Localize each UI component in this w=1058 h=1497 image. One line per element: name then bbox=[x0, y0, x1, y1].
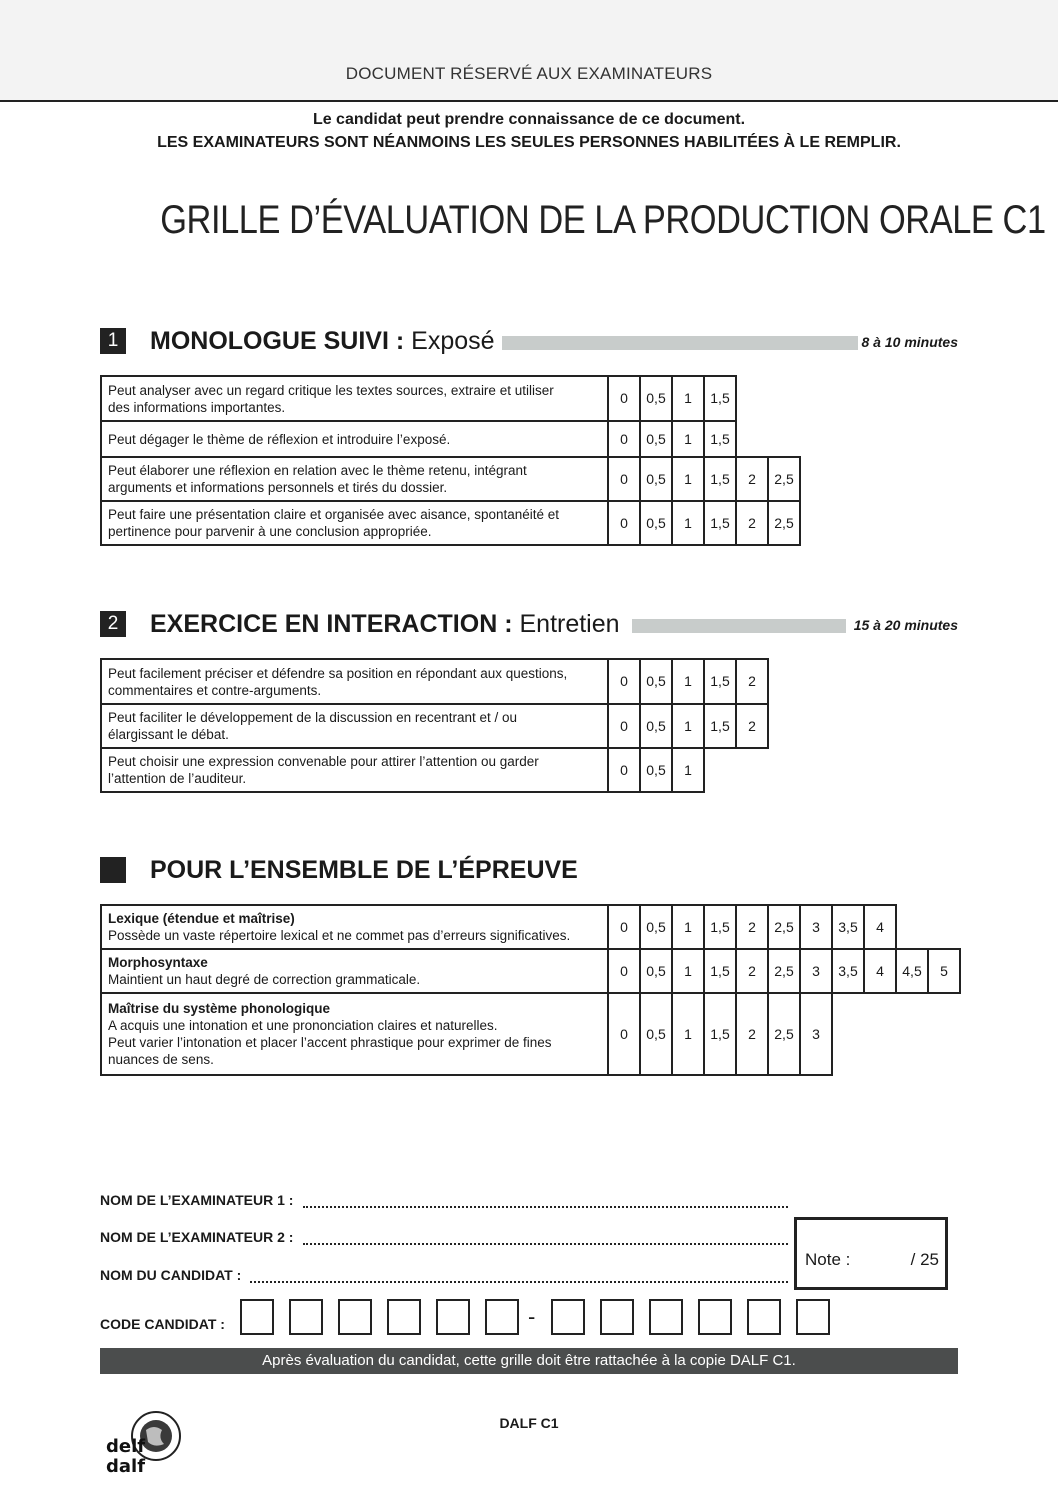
criterion-line: l’attention de l’auditeur. bbox=[108, 771, 247, 786]
score-option[interactable]: 1 bbox=[672, 748, 704, 792]
footer-label: DALF C1 bbox=[499, 1415, 559, 1431]
score-option[interactable]: 1 bbox=[672, 376, 704, 421]
score-option[interactable]: 0 bbox=[608, 704, 640, 748]
criterion-text bbox=[101, 993, 608, 1075]
examiner1-label: NOM DE L’EXAMINATEUR 1 : bbox=[100, 1192, 294, 1208]
criterion-line: Maintient un haut degré de correction grammaticale. bbox=[108, 972, 421, 987]
score-option[interactable]: 4 bbox=[864, 905, 896, 949]
code-digit-box[interactable] bbox=[747, 1299, 781, 1335]
score-option[interactable]: 1,5 bbox=[704, 501, 736, 545]
score-option[interactable]: 3,5 bbox=[832, 949, 864, 993]
score-option[interactable]: 0,5 bbox=[640, 905, 672, 949]
score-option[interactable]: 0,5 bbox=[640, 659, 672, 704]
score-option[interactable]: 1,5 bbox=[704, 905, 736, 949]
criterion-text bbox=[101, 376, 608, 421]
section-marker bbox=[100, 857, 126, 883]
criterion-row bbox=[101, 659, 768, 704]
score-option[interactable]: 1 bbox=[672, 659, 704, 704]
section-title-bold: MONOLOGUE SUIVI : bbox=[150, 327, 405, 355]
criterion-line: A acquis une intonation et une prononciation claires et naturelles. bbox=[108, 1018, 498, 1033]
criterion-row bbox=[101, 376, 800, 421]
section-duration: 8 à 10 minutes bbox=[861, 334, 958, 350]
score-option[interactable]: 0 bbox=[608, 993, 640, 1075]
criterion-row bbox=[101, 905, 960, 949]
score-option[interactable]: 1 bbox=[672, 993, 704, 1075]
score-option[interactable]: 0 bbox=[608, 748, 640, 792]
score-option[interactable]: 1,5 bbox=[704, 993, 736, 1075]
score-option[interactable]: 1 bbox=[672, 421, 704, 457]
score-option[interactable]: 1,5 bbox=[704, 421, 736, 457]
score-option[interactable]: 2,5 bbox=[768, 457, 800, 501]
criterion-line: Peut analyser avec un regard critique les textes sources, extraire et utiliser bbox=[108, 382, 554, 398]
code-label: CODE CANDIDAT : bbox=[100, 1316, 225, 1332]
section-overall bbox=[100, 855, 958, 885]
note-box[interactable] bbox=[794, 1217, 948, 1290]
notice-line-1: Le candidat peut prendre connaissance de ce document. bbox=[312, 111, 746, 128]
score-option[interactable]: 1,5 bbox=[704, 376, 736, 421]
score-option[interactable]: 1,5 bbox=[704, 457, 736, 501]
criterion-line: élargissant le débat. bbox=[108, 727, 229, 742]
score-option[interactable]: 0,5 bbox=[640, 993, 672, 1075]
criterion-line: des informations importantes. bbox=[108, 399, 286, 415]
section-interaction bbox=[100, 609, 958, 639]
criterion-text bbox=[101, 704, 608, 748]
criterion-text bbox=[101, 905, 608, 949]
criterion-line: Peut faire une présentation claire et organisée avec aisance, spontanéité et bbox=[108, 507, 560, 522]
criterion-line: Peut faciliter le développement de la discussion en recentrant et / ou bbox=[108, 710, 517, 725]
criterion-title: Lexique (étendue et maîtrise) bbox=[108, 911, 295, 926]
criterion-line: Peut élaborer une réflexion en relation avec le thème retenu, intégrant bbox=[108, 463, 527, 478]
code-separator: - bbox=[528, 1304, 536, 1329]
criteria-table-interaction bbox=[100, 658, 769, 793]
score-option[interactable]: 0 bbox=[608, 905, 640, 949]
score-option[interactable]: 2 bbox=[736, 704, 768, 748]
score-option[interactable]: 1,5 bbox=[704, 704, 736, 748]
score-option[interactable]: 5 bbox=[928, 949, 960, 993]
score-option[interactable]: 3 bbox=[800, 905, 832, 949]
score-option[interactable]: 0,5 bbox=[640, 501, 672, 545]
candidate-label: NOM DU CANDIDAT : bbox=[100, 1267, 242, 1283]
score-option[interactable]: 0 bbox=[608, 949, 640, 993]
criterion-row bbox=[101, 704, 768, 748]
reserved-label: DOCUMENT RÉSERVÉ AUX EXAMINATEURS bbox=[345, 64, 713, 83]
criterion-row bbox=[101, 993, 960, 1075]
criterion-row bbox=[101, 421, 800, 457]
score-option[interactable]: 1 bbox=[672, 501, 704, 545]
code-digit-box[interactable] bbox=[485, 1299, 519, 1335]
notice-line-2: LES EXAMINATEURS SONT NÉANMOINS LES SEULES PERSONNES HABILITÉES À LE REMPLIR. bbox=[157, 134, 901, 151]
section-title-light: Exposé bbox=[411, 327, 495, 355]
score-option[interactable]: 1 bbox=[672, 457, 704, 501]
section-title bbox=[150, 855, 578, 885]
criterion-text bbox=[101, 421, 608, 457]
code-digit-box[interactable] bbox=[698, 1299, 732, 1335]
score-option[interactable]: 0,5 bbox=[640, 376, 672, 421]
note-label: Note : bbox=[805, 1250, 851, 1269]
criterion-line: Peut facilement préciser et défendre sa position en répondant aux questions, bbox=[108, 665, 568, 681]
score-option[interactable]: 1 bbox=[672, 949, 704, 993]
criterion-text bbox=[101, 457, 608, 501]
code-digit-box[interactable] bbox=[551, 1299, 585, 1335]
code-digit-box[interactable] bbox=[796, 1299, 830, 1335]
criterion-line: nuances de sens. bbox=[108, 1052, 214, 1067]
score-option[interactable]: 0,5 bbox=[640, 421, 672, 457]
criterion-line: Peut choisir une expression convenable pour attirer l’attention ou garder bbox=[108, 754, 539, 769]
score-option[interactable]: 0 bbox=[608, 501, 640, 545]
criteria-table-monologue bbox=[100, 375, 801, 546]
criterion-title: Morphosyntaxe bbox=[108, 955, 208, 970]
section-divider-bar bbox=[502, 336, 858, 350]
criterion-line: Peut varier l’intonation et placer l’accent phrastique pour exprimer de fines bbox=[108, 1035, 552, 1050]
score-option[interactable]: 2 bbox=[736, 993, 768, 1075]
score-option[interactable]: 0,5 bbox=[640, 949, 672, 993]
score-option[interactable]: 1,5 bbox=[704, 659, 736, 704]
code-digit-box[interactable] bbox=[240, 1299, 274, 1335]
criterion-row bbox=[101, 949, 960, 993]
section-title bbox=[150, 326, 495, 356]
score-option[interactable]: 2,5 bbox=[768, 949, 800, 993]
section-number: 2 bbox=[100, 611, 126, 637]
section-title-bold: EXERCICE EN INTERACTION : bbox=[150, 610, 513, 638]
score-option[interactable]: 0 bbox=[608, 421, 640, 457]
candidate-line[interactable] bbox=[250, 1281, 788, 1283]
score-option[interactable]: 0,5 bbox=[640, 457, 672, 501]
score-option[interactable]: 3,5 bbox=[832, 905, 864, 949]
section-title-light: Entretien bbox=[519, 610, 620, 638]
section-divider-bar bbox=[632, 619, 846, 633]
examiner1-line[interactable] bbox=[303, 1206, 788, 1208]
examiner2-line[interactable] bbox=[303, 1243, 788, 1245]
section-duration: 15 à 20 minutes bbox=[853, 617, 958, 633]
score-option[interactable]: 1 bbox=[672, 905, 704, 949]
logo-text-dalf: dalf bbox=[106, 1456, 146, 1476]
section-monologue bbox=[100, 326, 958, 356]
score-option[interactable]: 1 bbox=[672, 704, 704, 748]
score-option[interactable]: 0,5 bbox=[640, 748, 672, 792]
criterion-text bbox=[101, 748, 608, 792]
score-option[interactable]: 2,5 bbox=[768, 905, 800, 949]
score-option[interactable]: 2,5 bbox=[768, 501, 800, 545]
code-digit-box[interactable] bbox=[649, 1299, 683, 1335]
code-digit-box[interactable] bbox=[289, 1299, 323, 1335]
criterion-title: Maîtrise du système phonologique bbox=[108, 1001, 331, 1016]
score-option[interactable]: 2 bbox=[736, 949, 768, 993]
section-title bbox=[150, 609, 620, 639]
criterion-row bbox=[101, 457, 800, 501]
score-option[interactable]: 3 bbox=[800, 993, 832, 1075]
code-digit-box[interactable] bbox=[387, 1299, 421, 1335]
code-digit-box[interactable] bbox=[600, 1299, 634, 1335]
score-option[interactable]: 0,5 bbox=[640, 704, 672, 748]
criteria-table-overall bbox=[100, 904, 961, 1076]
section-number: 1 bbox=[100, 328, 126, 354]
page-title: GRILLE D’ÉVALUATION DE LA PRODUCTION ORALE C1 bbox=[160, 198, 1046, 242]
criterion-line: Possède un vaste répertoire lexical et ne commet pas d’erreurs significatives. bbox=[108, 928, 571, 943]
code-digit-box[interactable] bbox=[338, 1299, 372, 1335]
reserved-header bbox=[0, 0, 1058, 102]
code-digit-box[interactable] bbox=[436, 1299, 470, 1335]
score-option[interactable]: 2 bbox=[736, 457, 768, 501]
note-max: / 25 bbox=[910, 1250, 939, 1269]
footer-band: Après évaluation du candidat, cette grille doit être rattachée à la copie DALF C1. bbox=[100, 1348, 958, 1374]
score-option[interactable]: 0 bbox=[608, 659, 640, 704]
criterion-line: commentaires et contre-arguments. bbox=[108, 682, 322, 698]
criterion-line: arguments et informations personnels et tirés du dossier. bbox=[108, 480, 448, 495]
score-option[interactable]: 4,5 bbox=[896, 949, 928, 993]
score-option[interactable]: 2 bbox=[736, 905, 768, 949]
criterion-text bbox=[101, 659, 608, 704]
score-option[interactable]: 0 bbox=[608, 376, 640, 421]
score-option[interactable]: 2,5 bbox=[768, 993, 800, 1075]
score-option[interactable]: 3 bbox=[800, 949, 832, 993]
criterion-row bbox=[101, 501, 800, 545]
score-option[interactable]: 1,5 bbox=[704, 949, 736, 993]
criterion-text bbox=[101, 949, 608, 993]
score-option[interactable]: 0 bbox=[608, 457, 640, 501]
criterion-text bbox=[101, 501, 608, 545]
logo-text-delf: delf bbox=[106, 1436, 146, 1457]
criterion-line: Peut dégager le thème de réflexion et introduire l’exposé. bbox=[108, 431, 451, 447]
score-option[interactable]: 2 bbox=[736, 659, 768, 704]
criterion-row bbox=[101, 748, 768, 792]
score-option[interactable]: 2 bbox=[736, 501, 768, 545]
examiner2-label: NOM DE L’EXAMINATEUR 2 : bbox=[100, 1229, 294, 1245]
criterion-line: pertinence pour parvenir à une conclusion appropriée. bbox=[108, 524, 432, 539]
score-option[interactable]: 4 bbox=[864, 949, 896, 993]
section-title-bold: POUR L’ENSEMBLE DE L’ÉPREUVE bbox=[150, 856, 578, 884]
